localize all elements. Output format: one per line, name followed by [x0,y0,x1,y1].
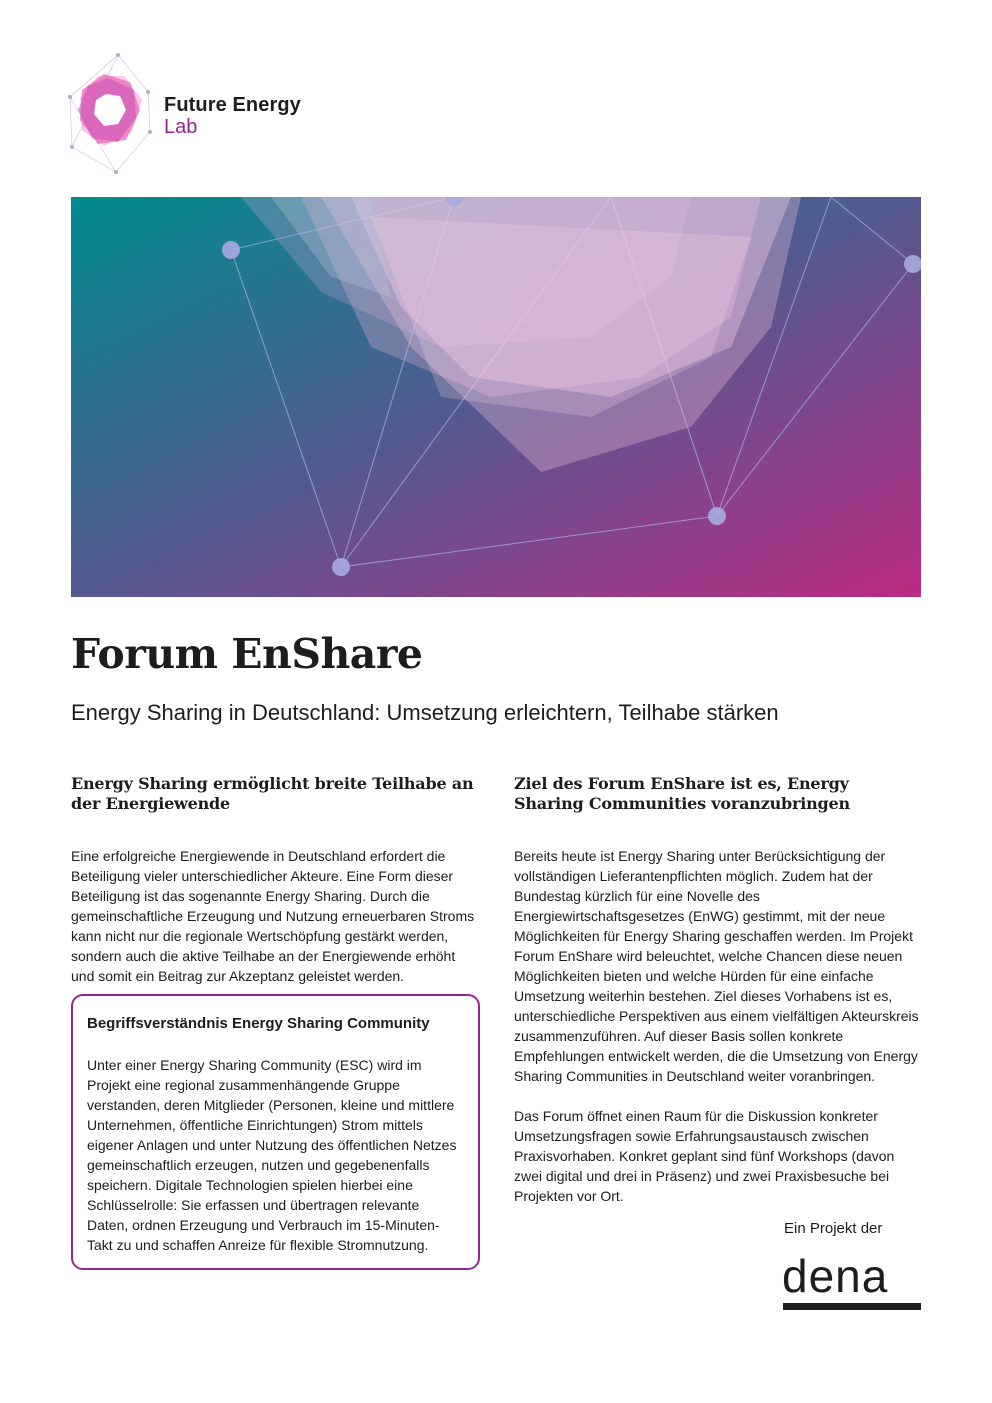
logo-wordmark [164,94,301,138]
page-title: Forum EnShare [71,630,423,678]
definition-box [71,994,480,1270]
dena-underline [783,1303,921,1310]
definition-text: Unter einer Energy Sharing Community (ESC) wird im Projekt eine regional zusammenhängende Gruppe verstanden, deren Mitglieder (Personen, kleine und mittlere Unternehmen, öffentliche Einrichtungen) Strom mittels eigener Anlagen und unter Nutzung des öffentlichen Netzes gemeinschaftlich erzeugen, nutzen und gegebenenfalls speichern. Digitale Technologien spielen hierbei eine Schlüsselrolle: Sie erfassen und übertragen relevante Daten, ordnen Erzeugung und Verbrauch im 15-Minuten-Takt zu und schaffen Anreize für flexible Stromnutzung. [87,1057,457,1253]
left-heading: Energy Sharing ermöglicht breite Teilhabe an der Energiewende [71,774,474,813]
right-column [514,774,921,1206]
right-paragraph-1: Bereits heute ist Energy Sharing unter Berücksichtigung der vollständigen Lieferantenpflichten möglich. Zudem hat der Bundestag kürzlich für eine Novelle des Energiewirtschaftsgesetzes (EnWG) gestimmt, mit der neue Möglichkeiten für Energy Sharing geschaffen werden. Im Projekt Forum EnShare wird beleuchtet, welche Chancen diese neuen Möglichkeiten bieten und welche Hürden für eine einfache Umsetzung weiterhin bestehen. Ziel dieses Vorhabens ist es, unterschiedliche Perspektiven aus einem vielfältigen Akteurskreis zusammenzuführen. Auf dieser Basis sollen konkrete Empfehlungen entwickelt werden, die die Umsetzung von Energy Sharing Communities in Deutschland weiter voranbringen. [514,848,919,1084]
project-label: Ein Projekt der [784,1220,883,1237]
future-energy-lab-logo-mark [58,52,158,177]
hero-network-graphic [71,197,921,597]
right-heading: Ziel des Forum EnShare ist es, Energy Sharing Communities voranzubringen [514,774,850,813]
dena-logo [782,1250,922,1314]
network-hexagon-icon [58,52,158,177]
hero-banner [71,197,921,597]
logo-name-line2: Lab [164,116,198,138]
definition-heading: Begriffsverständnis Energy Sharing Community [87,1015,430,1032]
logo-name-line1: Future Energy [164,94,301,116]
page-subtitle: Energy Sharing in Deutschland: Umsetzung erleichtern, Teilhabe stärken [71,700,779,725]
right-paragraph-2: Das Forum öffnet einen Raum für die Diskussion konkreter Umsetzungsfragen sowie Erfahrungsaustausch zwischen Praxisvorhaben. Konkret geplant sind fünf Workshops (davon zwei digital und drei in Präsenz) und zwei Praxisbesuche bei Projekten vor Ort. [514,1108,895,1204]
dena-wordmark: dena [782,1250,889,1302]
left-column [71,774,478,986]
left-paragraph: Eine erfolgreiche Energiewende in Deutschland erfordert die Beteiligung vieler unterschiedlicher Akteure. Eine Form dieser Beteiligung ist das sogenannte Energy Sharing. Durch die gemeinschaftliche Erzeugung und Nutzung erneuerbaren Stroms kann nicht nur die regionale Wertschöpfung gestärkt werden, sondern auch die aktive Teilhabe an der Energiewende erhöht und somit ein Beitrag zur Akzeptanz geleistet werden. [71,848,475,984]
